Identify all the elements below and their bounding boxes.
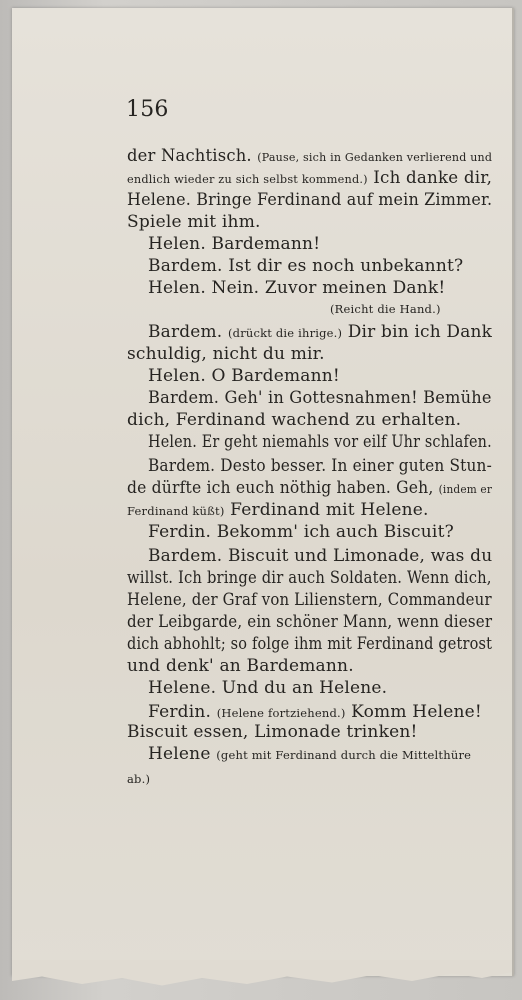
stage-direction: (Reicht die Hand.) xyxy=(330,302,441,316)
text-line xyxy=(127,634,492,654)
stage-direction: endlich wieder zu sich selbst kommend.) xyxy=(127,172,368,186)
text-line xyxy=(127,212,261,232)
stage-direction: ab.) xyxy=(127,772,151,786)
text-line xyxy=(127,656,354,676)
text-line xyxy=(148,546,492,566)
line-text: dich abhohlt; so folge ihm mit Ferdinand getrost xyxy=(127,634,493,654)
line-text: Biscuit essen, Limonade trinken! xyxy=(127,722,418,742)
text-line xyxy=(127,344,325,364)
line-text: Dir bin ich Dank xyxy=(342,322,493,342)
text-line xyxy=(148,256,463,276)
stage-direction: Ferdinand küßt) xyxy=(127,504,225,518)
text-line xyxy=(148,702,482,723)
text-line xyxy=(127,168,492,189)
text-line xyxy=(127,410,461,430)
line-text: Bardem. Geh' in Gottesnahmen! Bemühe xyxy=(148,388,492,408)
text-line xyxy=(127,768,150,789)
text-line xyxy=(127,146,492,167)
line-text: Bardem. Desto besser. In einer guten Stun- xyxy=(148,456,492,476)
line-text: Spiele mit ihm. xyxy=(127,212,261,232)
line-text: Ich danke dir, xyxy=(367,168,493,188)
text-line xyxy=(127,478,492,499)
text-line xyxy=(148,456,492,476)
text-line xyxy=(148,322,492,343)
text-line xyxy=(148,388,492,408)
line-text: Bardem. Biscuit und Limonade, was du xyxy=(148,546,493,566)
line-text: Helene. Und du an Helene. xyxy=(148,678,388,698)
line-text: Helen. Nein. Zuvor meinen Dank! xyxy=(148,278,446,298)
stage-direction: (geht mit Ferdinand durch die Mittelthüre xyxy=(216,748,472,762)
text-line xyxy=(127,722,418,742)
line-text: Bardem. xyxy=(148,322,228,342)
line-text: Komm Helene! xyxy=(345,702,482,722)
stage-direction: (drückt die ihrige.) xyxy=(227,326,343,340)
line-text: Bardem. Ist dir es noch unbekannt? xyxy=(148,256,464,276)
text-line xyxy=(148,678,387,698)
text-line xyxy=(148,432,492,452)
line-text: Helene, der Graf von Lilienstern, Commandeur xyxy=(127,590,492,610)
stage-direction: (Helene fortziehend.) xyxy=(216,706,346,720)
text-line xyxy=(148,234,320,254)
line-text: Helene. Bringe Ferdinand auf mein Zimmer. xyxy=(127,190,493,210)
line-text: dich, Ferdinand wachend zu erhalten. xyxy=(127,410,462,430)
line-text: Helen. O Bardemann! xyxy=(148,366,340,386)
line-text: Ferdin. Bekomm' ich auch Biscuit? xyxy=(148,522,454,542)
page-number: 156 xyxy=(126,97,169,122)
line-text: und denk' an Bardemann. xyxy=(127,656,354,676)
line-text: Helen. Er geht niemahls vor eilf Uhr schlafen. xyxy=(148,432,492,452)
text-line xyxy=(127,500,429,521)
text-line xyxy=(127,190,492,210)
line-text: Helene xyxy=(148,744,217,764)
line-text: Helen. Bardemann! xyxy=(148,234,321,254)
text-line xyxy=(330,298,441,319)
line-text: der Leibgarde, ein schöner Mann, wenn dieser xyxy=(127,612,493,632)
line-text: der Nachtisch. xyxy=(127,146,258,166)
line-text: schuldig, nicht du mir. xyxy=(127,344,325,364)
text-line xyxy=(127,568,492,588)
text-line xyxy=(148,744,471,765)
text-line xyxy=(148,522,454,542)
text-line xyxy=(127,590,492,610)
line-text: Ferdin. xyxy=(148,702,217,722)
line-text: de dürfte ich euch nöthig haben. Geh, xyxy=(127,478,439,498)
line-text: Ferdinand mit Helene. xyxy=(224,500,429,520)
stage-direction: (Pause, sich in Gedanken verlierend und xyxy=(257,150,493,164)
text-line xyxy=(148,366,340,386)
stage-direction: (indem er xyxy=(438,482,493,496)
text-line xyxy=(148,278,445,298)
text-line xyxy=(127,612,492,632)
line-text: willst. Ich bringe dir auch Soldaten. Wenn dich, xyxy=(127,568,492,588)
